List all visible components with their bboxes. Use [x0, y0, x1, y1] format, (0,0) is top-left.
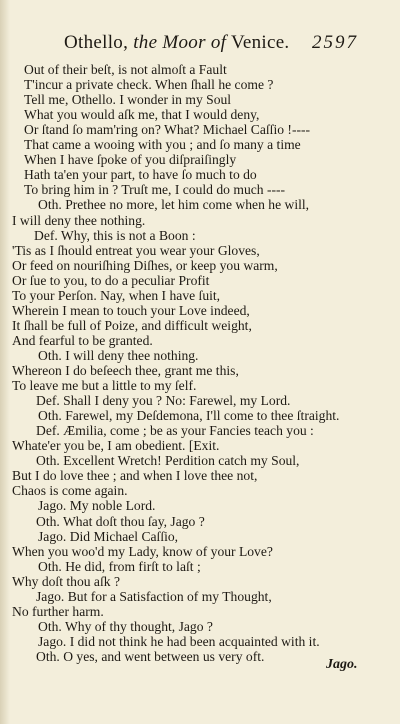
text-line: Oth. He did, from firſt to laſt ;	[38, 558, 201, 574]
text-line: Jago. I did not think he had been acquainted with it.	[38, 633, 320, 649]
text-line: It ſhall be full of Poize, and difficult weight,	[12, 317, 252, 333]
page-number: 2597	[312, 32, 358, 53]
text-line: Chaos is come again.	[12, 483, 128, 499]
text-line: Out of their beſt, is not almoſt a Fault	[24, 62, 227, 77]
title-roman: Othello,	[64, 32, 129, 53]
text-line: Hath ta'en your part, to have ſo much to do	[24, 167, 257, 183]
text-line: Or ſue to you, to do a peculiar Profit	[12, 272, 210, 288]
text-line: Whereon I do beſeech thee, grant me this,	[12, 363, 239, 378]
text-line: Oth. Farewel, my Deſdemona, I'll come to thee ſtraight.	[38, 408, 340, 424]
text-line: Whate'er you be, I am obedient. [Exit.	[12, 438, 220, 454]
text-line: Oth. I will deny thee nothing.	[38, 347, 199, 363]
text-line: Jago. My noble Lord.	[38, 498, 156, 514]
text-line: Or ſtand ſo mam'ring on? What? Michael Caſſio !----	[24, 122, 311, 138]
title-end: Venice.	[230, 32, 290, 53]
text-line: Or feed on nouriſhing Diſhes, or keep you warm,	[12, 257, 278, 273]
text-line: Def. Why, this is not a Boon :	[34, 227, 196, 243]
text-line: That came a wooing with you ; and ſo many a time	[24, 137, 301, 153]
text-line: 'Tis as I ſhould entreat you wear your Gloves,	[12, 242, 260, 258]
text-line: Jago. Did Michael Caſſio,	[38, 528, 179, 544]
text-line: Oth. O yes, and went between us very oft.	[36, 648, 265, 664]
text-line: Wherein I mean to touch your Love indeed,	[12, 302, 250, 318]
text-line: What you would aſk me, that I would deny,	[24, 107, 260, 123]
text-line: Oth. Excellent Wretch! Perdition catch my Soul,	[36, 453, 300, 469]
running-head	[0, 32, 400, 58]
title-italic: the Moor of	[133, 32, 227, 53]
text-line: Oth. Why of thy thought, Jago ?	[38, 618, 213, 634]
text-line: No further harm.	[12, 603, 104, 619]
page-gutter-shadow	[0, 0, 10, 724]
text-line: To leave me but a little to my ſelf.	[12, 378, 197, 394]
text-line: Why doſt thou aſk ?	[12, 573, 120, 589]
text-line: Def. Æmilia, come ; be as your Fancies teach you :	[36, 423, 314, 439]
text-line: Oth. What doſt thou ſay, Jago ?	[36, 513, 205, 529]
text-line: Tell me, Othello. I wonder in my Soul	[24, 92, 232, 108]
text-line: Oth. Prethee no more, let him come when he will,	[38, 197, 310, 213]
text-line: To your Perſon. Nay, when I have ſuit,	[12, 287, 221, 303]
text-line: Jago. But for a Satisfaction of my Thought,	[36, 588, 272, 604]
text-line: T'incur a private check. When ſhall he come ?	[24, 77, 274, 93]
text-line: But I do love thee ; and when I love thee not,	[12, 468, 258, 484]
text-line: And fearful to be granted.	[12, 332, 153, 348]
text-line: When you woo'd my Lady, know of your Love?	[12, 543, 273, 559]
text-line: I will deny thee nothing.	[12, 212, 146, 228]
text-line: To bring him in ? Truſt me, I could do much ----	[24, 182, 286, 198]
text-line: When I have ſpoke of you diſpraiſingly	[24, 152, 237, 168]
running-title	[64, 32, 289, 54]
catchword: Jago.	[326, 657, 358, 672]
text-line: Def. Shall I deny you ? No: Farewel, my Lord.	[36, 393, 291, 409]
